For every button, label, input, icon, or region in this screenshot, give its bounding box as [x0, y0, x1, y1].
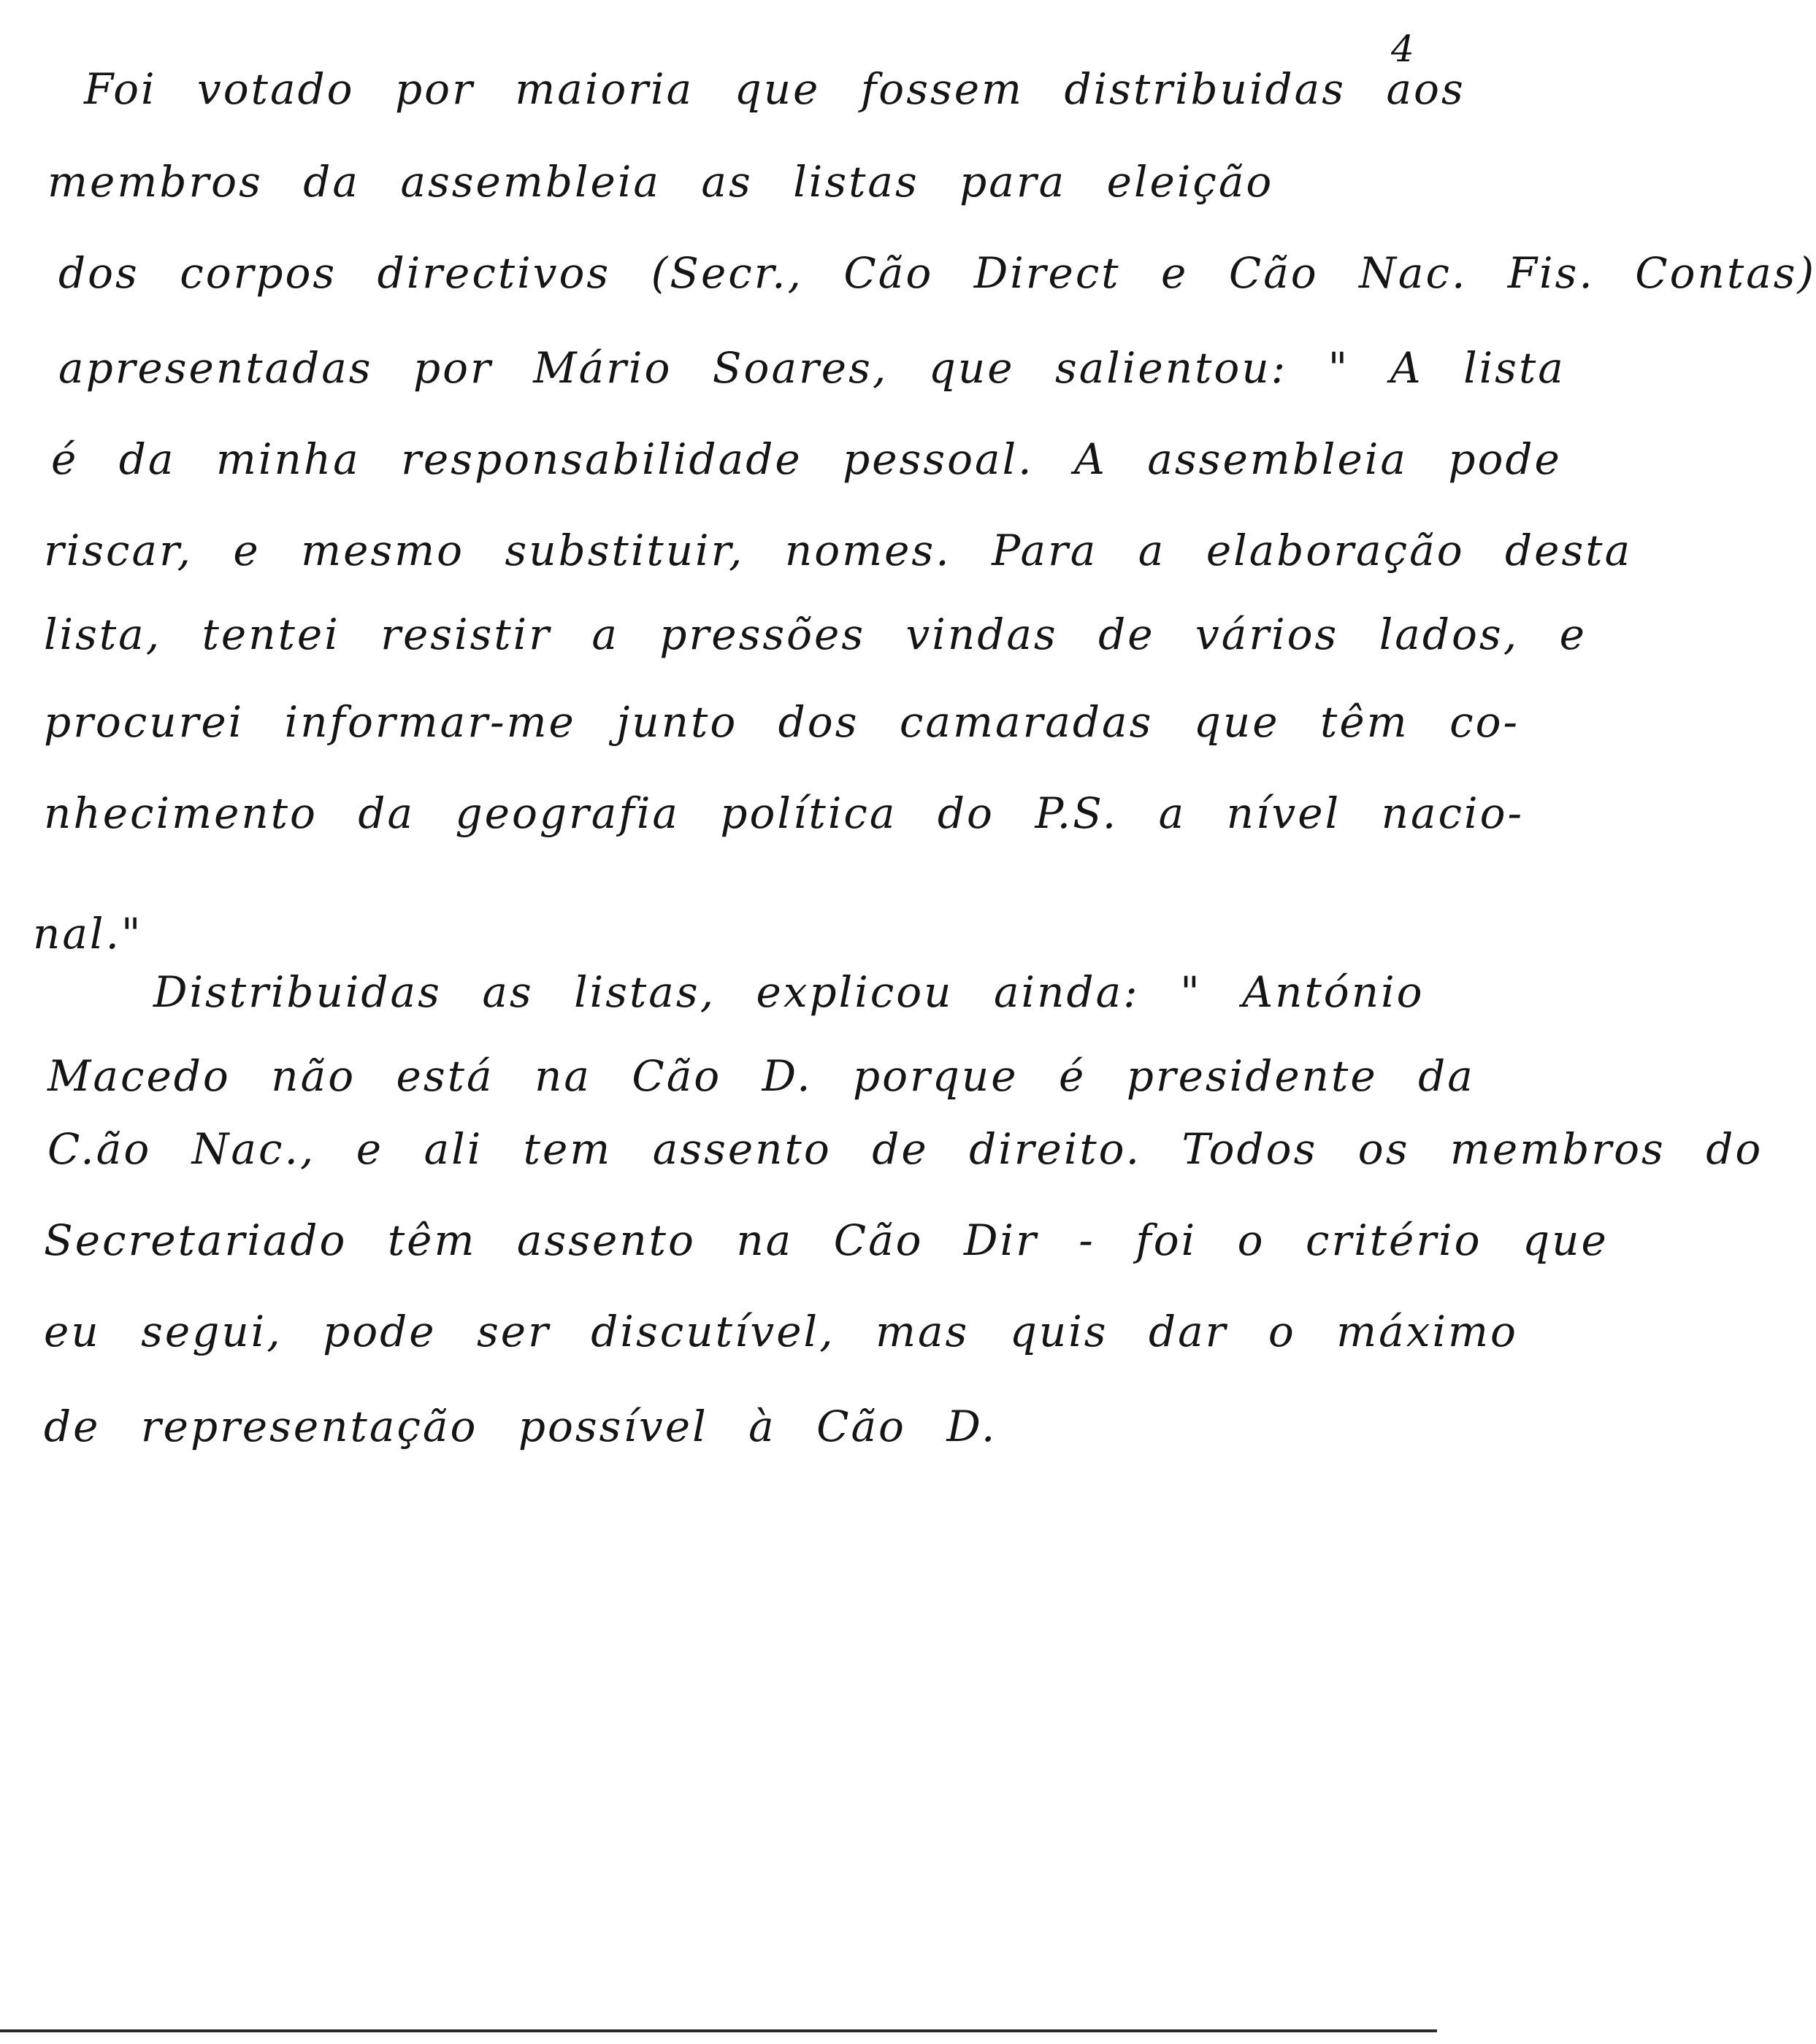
text-line: dos corpos directivos (Secr., Cão Direct e Cão Nac. Fis. Contas): [58, 248, 1816, 298]
text-line: Foi votado por maioria que fossem distribuidas aos: [84, 64, 1466, 114]
text-line: apresentadas por Mário Soares, que salientou: " A lista: [58, 343, 1566, 393]
text-line: nhecimento da geografia política do P.S. a nível nacio-: [44, 788, 1525, 838]
text-line: nal.": [33, 909, 143, 958]
text-line: Secretariado têm assento na Cão Dir - foi o critério que: [44, 1215, 1609, 1265]
bottom-scan-edge: [0, 2029, 1437, 2032]
text-line: C.ão Nac., e ali tem assento de direito. Todos os membros do: [47, 1124, 1763, 1174]
text-line: Macedo não está na Cão D. porque é presidente da: [47, 1051, 1475, 1101]
text-line: riscar, e mesmo substituir, nomes. Para a elaboração desta: [44, 526, 1633, 575]
text-line: eu segui, pode ser discutível, mas quis dar o máximo: [44, 1307, 1518, 1356]
text-line: de representação possível à Cão D.: [44, 1402, 997, 1451]
text-line: Distribuidas as listas, explicou ainda: " António: [153, 967, 1425, 1017]
page-number: 4: [1391, 28, 1414, 70]
text-line: é da minha responsabilidade pessoal. A assembleia pode: [51, 434, 1562, 484]
text-line: lista, tentei resistir a pressões vindas de vários lados, e: [44, 610, 1587, 659]
text-line: membros da assembleia as listas para eleição: [47, 157, 1274, 207]
text-line: procurei informar-me junto dos camaradas que têm co-: [44, 697, 1520, 747]
